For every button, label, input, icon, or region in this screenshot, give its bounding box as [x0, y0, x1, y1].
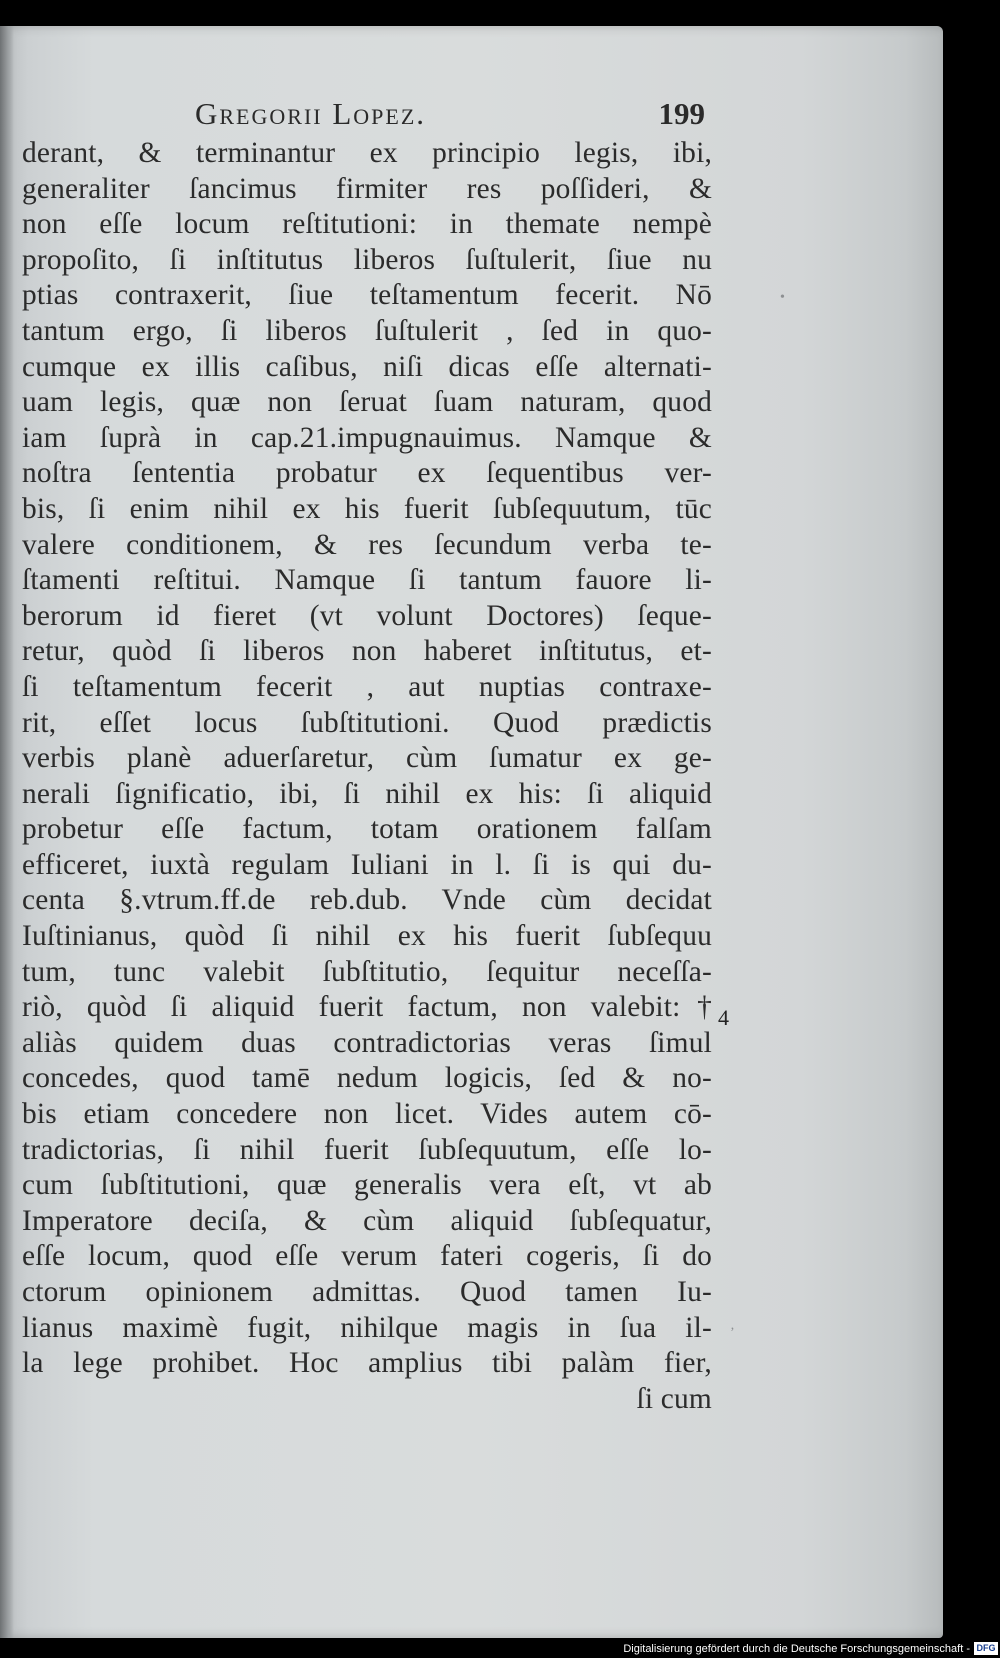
paper-speck: •: [780, 290, 785, 305]
text-line: centa §.vtrum.ff.de reb.dub. Vnde cùm decidat: [22, 884, 712, 917]
text-line: retur, quòd ſi liberos non haberet inſtitutus, et-: [22, 635, 712, 668]
running-header-title: Gregorii Lopez.: [195, 96, 427, 131]
text-line: non eſſe locum reſtitutioni: in themate nempè: [22, 208, 712, 241]
text-line: eſſe locum, quod eſſe verum fateri cogeris, ſi do: [22, 1240, 712, 1273]
text-line: efficeret, iuxtà regulam Iuliani in l. ſi is qui du-: [22, 848, 712, 881]
text-line: concedes, quod tamē nedum logicis, ſed & no-: [22, 1062, 712, 1095]
text-line: tradictorias, ſi nihil fuerit ſubſequutum, eſſe lo-: [22, 1133, 712, 1166]
text-line: noſtra ſententia probatur ex ſequentibus ver-: [22, 457, 712, 490]
page-binding-shadow: [0, 26, 14, 1638]
text-line: iam ſuprà in cap.21.impugnauimus. Namque &: [22, 421, 712, 454]
text-line: cumque ex illis caſibus, niſi dicas eſſe alternati-: [22, 350, 712, 383]
catchword: ſi cum: [636, 1382, 712, 1415]
text-line: bis, ſi enim nihil ex his fuerit ſubſequutum, tūc: [22, 492, 712, 525]
text-line: rit, eſſet locus ſubſtitutioni. Quod prædictis: [22, 706, 712, 739]
running-header: [195, 96, 705, 136]
text-line: berorum id fieret (vt volunt Doctores) ſeque-: [22, 599, 712, 632]
text-line: ſi teſtamentum fecerit , aut nuptias contraxe-: [22, 670, 712, 703]
text-line: ctorum opinionem admittas. Quod tamen Iu-: [22, 1276, 712, 1308]
text-line: generaliter ſancimus firmiter res poſſideri, &: [22, 172, 712, 205]
text-line: lianus maximè fugit, nihilque magis in ſua il-: [22, 1311, 712, 1344]
footer-credit: Digitalisierung gefördert durch die Deutsche Forschungsgemeinschaft -: [623, 1643, 970, 1655]
text-line: tantum ergo, ſi liberos ſuſtulerit , ſed in quo-: [22, 314, 712, 347]
footer-bar: [0, 1638, 1000, 1658]
page-number: 199: [658, 96, 705, 131]
text-line: riò, quòd ſi aliquid fuerit factum, non valebit:†: [22, 991, 712, 1024]
body-text: [22, 136, 712, 1417]
paper-speck: ‚: [730, 1318, 735, 1333]
text-line: ſtamenti reſtitui. Namque ſi tantum fauore li-: [22, 564, 712, 597]
text-line: propoſito, ſi inſtitutus liberos ſuſtulerit, ſiue nu: [22, 243, 712, 276]
text-line: ptias contraxerit, ſiue teſtamentum fecerit. Nō: [22, 279, 712, 312]
text-line: la lege prohibet. Hoc amplius tibi palàm fier,: [22, 1347, 712, 1380]
text-line: tum, tunc valebit ſubſtitutio, ſequitur neceſſa-: [22, 955, 712, 988]
text-line: uam legis, quæ non ſeruat ſuam naturam, quod: [22, 386, 712, 419]
text-line: cum ſubſtitutioni, quæ generalis vera eſt, vt ab: [22, 1169, 712, 1202]
text-line: aliàs quidem duas contradictorias veras ſimul: [22, 1026, 712, 1059]
text-line: Imperatore deciſa, & cùm aliquid ſubſequatur,: [22, 1204, 712, 1237]
dfg-logo: DFG: [974, 1642, 998, 1655]
text-line: probetur eſſe factum, totam orationem falſam: [22, 813, 712, 846]
text-line: verbis planè aduerſaretur, cùm ſumatur ex ge-: [22, 742, 712, 775]
text-line: Iuſtinianus, quòd ſi nihil ex his fuerit ſubſequu: [22, 920, 712, 953]
text-line: derant, & terminantur ex principio legis, ibi,: [22, 137, 712, 169]
text-line: bis etiam concedere non licet. Vides autem cō-: [22, 1098, 712, 1131]
text-line: valere conditionem, & res ſecundum verba te-: [22, 528, 712, 561]
margin-note-marker: 4: [718, 1005, 729, 1030]
text-line: nerali ſignificatio, ibi, ſi nihil ex his: ſi aliquid: [22, 777, 712, 810]
